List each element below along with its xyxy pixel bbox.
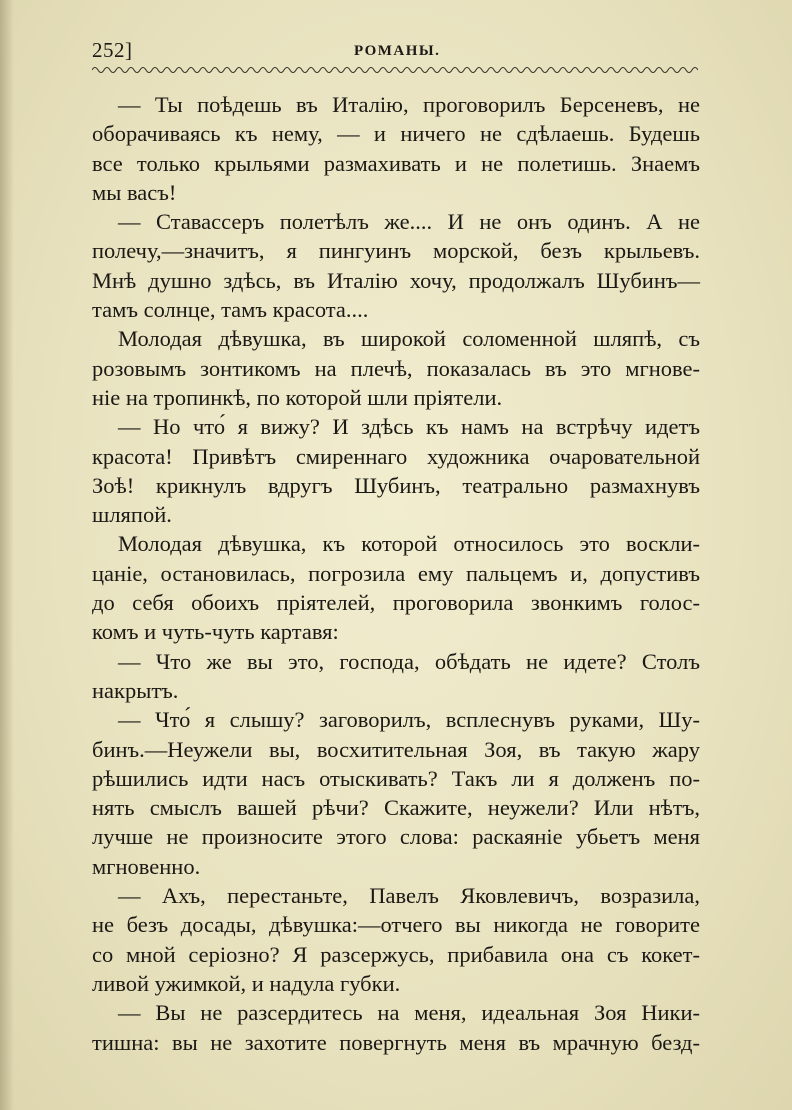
- text-line: — Что же вы это, господа, обѣдать не идете? Столъ: [118, 648, 700, 674]
- body-text: [92, 90, 700, 1057]
- text-line: — Но что́ я вижу? И здѣсь къ намъ на встрѣчу идетъ: [118, 414, 700, 440]
- text-line: розовымъ зонтикомъ на плечѣ, показалась въ это мгнове-: [92, 355, 700, 381]
- text-line: все только крыльями размахивать и не полетишь. Знаемъ: [92, 150, 700, 176]
- text-line: ливой ужимкой, и надула губки.: [92, 970, 401, 996]
- text-line: — Что́ я слышу? заговорилъ, всплеснувъ руками, Шу-: [118, 707, 700, 733]
- text-line: Зоѣ! крикнулъ вдругъ Шубинъ, театрально размахнувъ: [92, 472, 700, 498]
- text-line: мы васъ!: [92, 179, 177, 205]
- text-line: — Вы не разсердитесь на меня, идеальная Зоя Ники-: [118, 1000, 700, 1026]
- page-gutter-shadow: [0, 0, 14, 1110]
- text-line: накрытъ.: [92, 677, 179, 703]
- text-line: Мнѣ душно здѣсь, въ Италію хочу, продолжалъ Шубинъ—: [92, 267, 700, 293]
- text-line: — Ахъ, перестаньте, Павелъ Яковлевичъ, возразила,: [118, 883, 700, 909]
- text-line: со мной серіозно? Я разсержусь, прибавила она съ кокет-: [92, 941, 700, 967]
- text-line: — Ты поѣдешь въ Италію, проговорилъ Берсеневъ, не: [118, 92, 700, 117]
- text-line: нять смыслъ вашей рѣчи? Скажите, неужели? Или нѣтъ,: [92, 795, 700, 821]
- text-line: красота! Привѣтъ смиреннаго художника очаровательной: [92, 443, 700, 469]
- running-title: РОМАНЫ.: [354, 43, 441, 59]
- text-line: шляпой.: [92, 502, 172, 528]
- text-line: Молодая дѣвушка, въ широкой соломенной шляпѣ, съ: [118, 326, 700, 352]
- text-line: бинъ.—Неужели вы, восхитительная Зоя, въ такую жару: [92, 736, 700, 762]
- text-line: цаніе, остановилась, погрозила ему пальцемъ и, допустивъ: [92, 560, 700, 586]
- text-line: — Ставассеръ полетѣлъ же.... И не онъ одинъ. А не: [118, 209, 700, 235]
- text-line: полечу,—значитъ, я пингуинъ морской, безъ крыльевъ.: [92, 238, 700, 264]
- text-line: не безъ досады, дѣвушка:—отчего вы никогда не говорите: [92, 912, 700, 938]
- decorative-wavy-rule: [92, 64, 698, 76]
- text-line: ніе на тропинкѣ, по которой шли пріятели.: [92, 384, 503, 410]
- text-line: Молодая дѣвушка, къ которой относилось это воскли-: [118, 531, 700, 557]
- text-line: комъ и чуть-чуть картавя:: [92, 619, 339, 645]
- text-line: лучше не произносите этого слова: раскаяніе убьетъ меня: [92, 824, 700, 850]
- text-line: оборачиваясь къ нему, — и ничего не сдѣлаешь. Будешь: [92, 121, 700, 147]
- page-number: 252]: [92, 38, 133, 62]
- text-line: тишна: вы не захотите повергнуть меня въ мрачную безд-: [92, 1029, 700, 1055]
- text-line: тамъ солнце, тамъ красота....: [92, 297, 369, 323]
- text-line: мгновенно.: [92, 853, 201, 879]
- text-line: рѣшились идти насъ отыскивать? Такъ ли я долженъ по-: [92, 765, 700, 791]
- text-line: до себя обоихъ пріятелей, проговорила звонкимъ голос-: [92, 590, 700, 616]
